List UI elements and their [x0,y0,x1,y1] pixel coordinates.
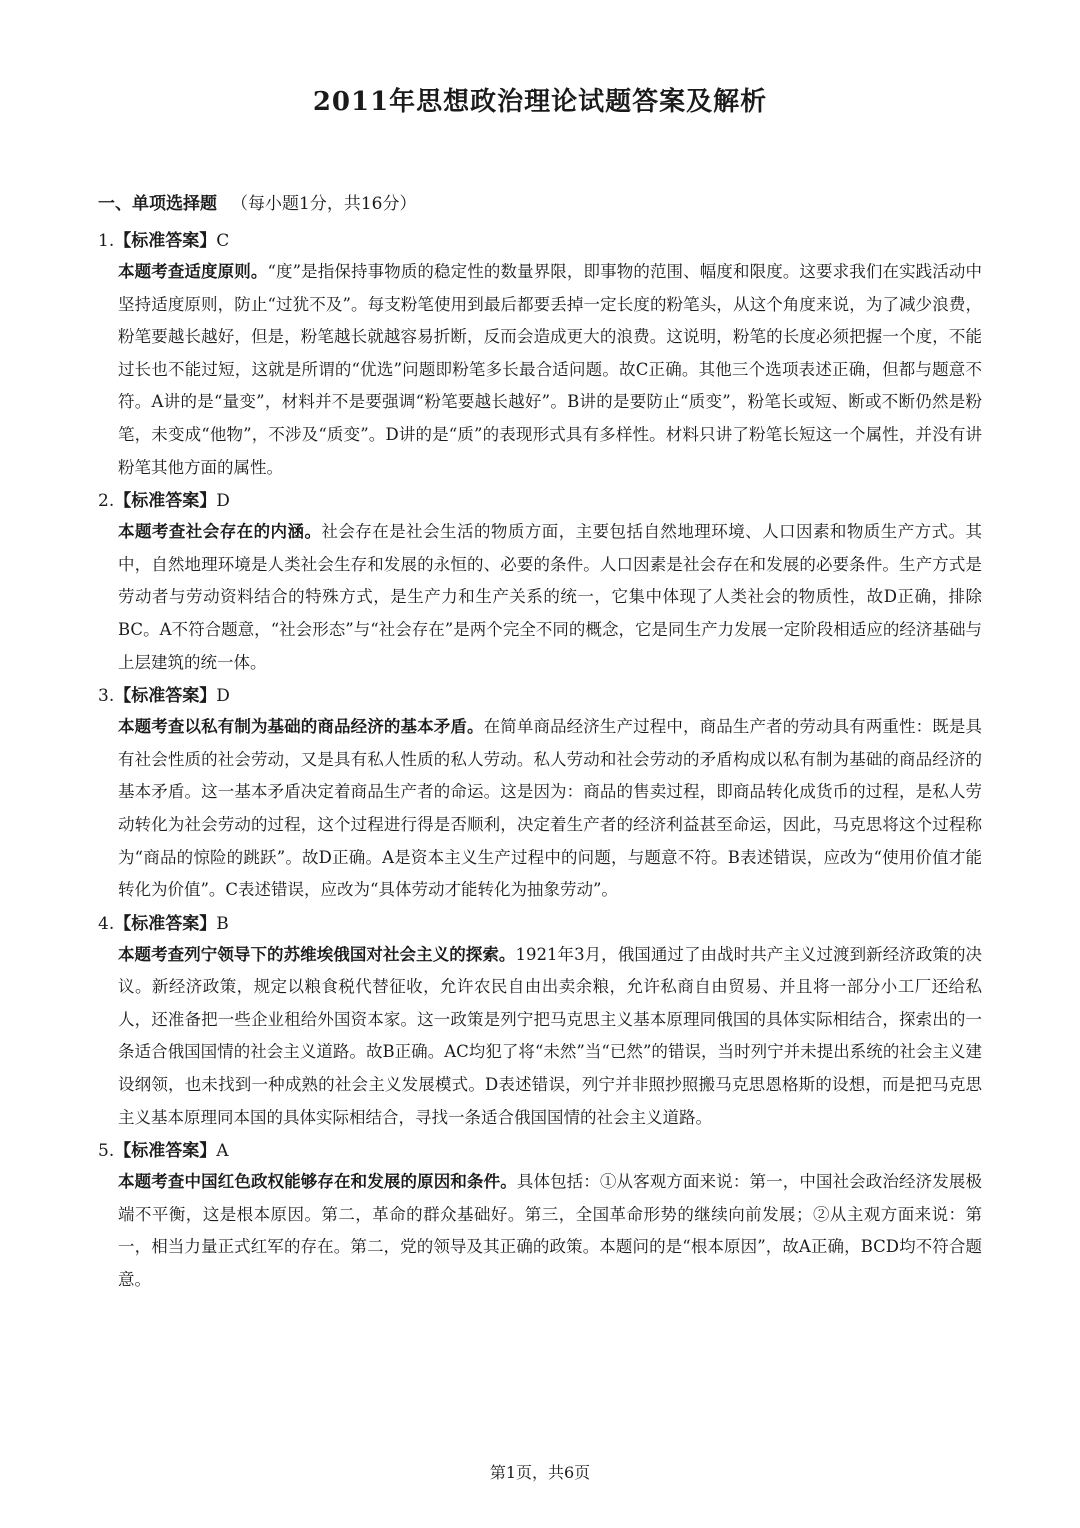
question-item [98,909,982,1135]
explanation-text: 1921年3月，俄国通过了由战时共产主义过渡到新经济政策的决议。新经济政策，规定以粮食税代替征收，允许农民自由出卖余粮，允许私商自由贸易、并且将一部分小工厂还给私人，还准备把一些企业租给外国资本家。这一政策是列宁把马克思主义基本原理同俄国的具体实际相结合，探索出的一条适合俄国国情的社会主义道路。故B正确。AC均犯了将“未然”当“已然”的错误，当时列宁并未提出系统的社会主义建设纲领，也未找到一种成熟的社会主义发展模式。D表述错误，列宁并非照抄照搬马克思恩格斯的设想，而是把马克思主义基本原理同本国的具体实际相结合，寻找一条适合俄国国情的社会主义道路。 [118,944,983,1127]
question-topic: 本题考查适度原则。 [118,262,268,281]
question-number: 1. [98,231,115,251]
answer-value: C [216,231,230,251]
question-answer-line [98,1136,982,1166]
question-item [98,486,982,679]
question-explanation [98,256,982,484]
answer-label: 【标准答案】 [114,1141,217,1162]
page-title: 2011年思想政治理论试题答案及解析 [312,87,768,117]
answer-label: 【标准答案】 [114,686,217,707]
question-answer-line [98,226,982,256]
question-topic: 本题考查社会存在的内涵。 [118,522,322,542]
question-list [98,226,982,1297]
question-item [98,681,982,907]
answer-value: A [216,1141,229,1162]
question-explanation [98,516,982,679]
question-number: 4. [98,913,115,934]
answer-label: 【标准答案】 [114,231,217,251]
page-footer: 第1页，共6页 [489,1463,591,1482]
answer-value: D [216,491,230,512]
question-answer-line [98,681,982,711]
question-topic: 本题考查以私有制为基础的商品经济的基本矛盾。 [118,717,484,737]
section-note: （每小题1分，共16分） [231,194,417,214]
question-answer-line [98,486,982,516]
question-explanation [98,939,982,1135]
answer-value: D [216,686,230,707]
explanation-text: “度”是指保持事物质的稳定性的数量界限，即事物的范围、幅度和限度。这要求我们在实践活动中坚持适度原则，防止“过犹不及”。每支粉笔使用到最后都要丢掉一定长度的粉笔头，从这个角度来说，为了减少浪费，粉笔要越长越好，但是，粉笔越长就越容易折断，反而会造成更大的浪费。这说明，粉笔的长度必须把握一个度，不能过长也不能过短，这就是所谓的“优选”问题即粉笔多长最合适问题。故C正确。其他三个选项表述正确，但都与题意不符。A讲的是“量变”，材料并不是要强调“粉笔要越长越好”。B讲的是要防止“质变”，粉笔长或短、断或不断仍然是粉笔，未变成“他物”，不涉及“质变”。D讲的是“质”的表现形式具有多样性。材料只讲了粉笔长短这一个属性，并没有讲粉笔其他方面的属性。 [118,262,983,477]
section-name: 一、单项选择题 [98,194,217,214]
explanation-text: 具体包括：①从客观方面来说：第一，中国社会政治经济发展极端不平衡，这是根本原因。第二，革命的群众基础好。第三，全国革命形势的继续向前发展；②从主观方面来说：第一，相当力量正式红军的存在。第二，党的领导及其正确的政策。本题问的是“根本原因”，故A正确，BCD均不符合题意。 [118,1172,983,1290]
explanation-text: 社会存在是社会生活的物质方面，主要包括自然地理环境、人口因素和物质生产方式。其中，自然地理环境是人类社会生存和发展的永恒的、必要的条件。人口因素是社会存在和发展的必要条件。生产方式是劳动者与劳动资料结合的特殊方式，是生产力和生产关系的统一，它集中体现了人类社会的物质性，故D正确，排除BC。A不符合题意，“社会形态”与“社会存在”是两个完全不同的概念，它是同生产力发展一定阶段相适应的经济基础与上层建筑的统一体。 [118,522,983,672]
question-topic: 本题考查中国红色政权能够存在和发展的原因和条件。 [118,1172,517,1192]
question-explanation [98,1166,982,1296]
answer-label: 【标准答案】 [114,913,217,934]
question-item [98,1136,982,1296]
question-number: 2. [98,491,115,512]
explanation-text: 在简单商品经济生产过程中，商品生产者的劳动具有两重性：既是具有社会性质的社会劳动，又是具有私人性质的私人劳动。私人劳动和社会劳动的矛盾构成以私有制为基础的商品经济的基本矛盾。这一基本矛盾决定着商品生产者的命运。这是因为：商品的售卖过程，即商品转化成货币的过程，是私人劳动转化为社会劳动的过程，这个过程进行得是否顺利，决定着生产者的经济利益甚至命运，因此，马克思将这个过程称为“商品的惊险的跳跃”。故D正确。A是资本主义生产过程中的问题，与题意不符。B表述错误，应改为“使用价值才能转化为价值”。C表述错误，应改为“具体劳动才能转化为抽象劳动”。 [118,717,983,900]
answer-label: 【标准答案】 [114,491,217,512]
question-answer-line [98,909,982,939]
question-explanation [98,711,982,907]
question-number: 3. [98,686,115,707]
question-topic: 本题考查列宁领导下的苏维埃俄国对社会主义的探索。 [118,944,516,964]
answer-value: B [216,913,229,934]
section-heading [98,188,982,220]
question-number: 5. [98,1141,115,1162]
question-item [98,226,982,484]
